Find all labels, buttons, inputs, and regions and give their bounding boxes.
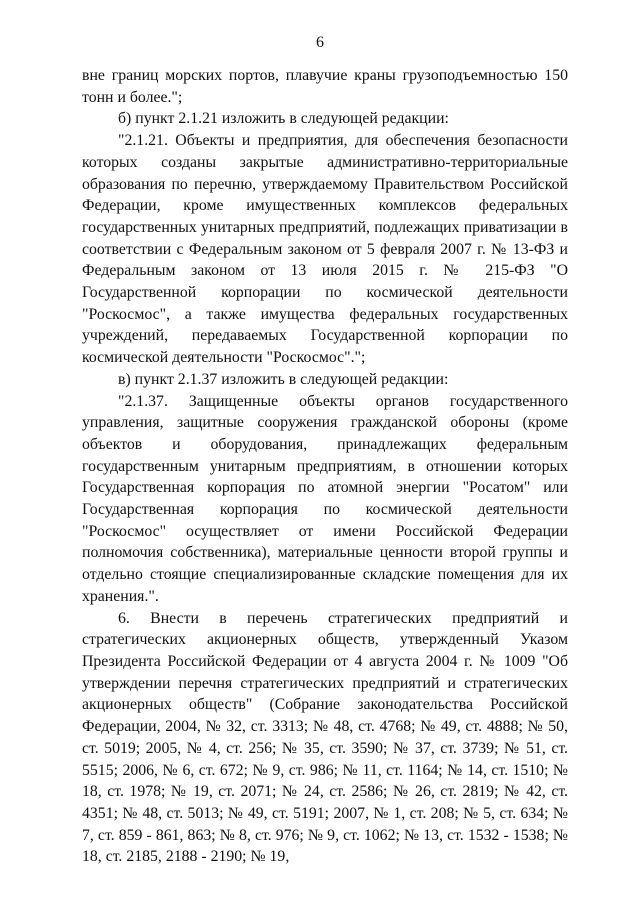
paragraph-subitem-v: в) пункт 2.1.37 изложить в следующей редакции: — [118, 370, 449, 388]
paragraph-continuation: вне границ морских портов, плавучие краны грузоподъемностью 150 тонн и более."; — [82, 67, 568, 106]
page-number: 6 — [316, 34, 324, 51]
document-body — [82, 65, 568, 868]
paragraph-subitem-b: б) пункт 2.1.21 изложить в следующей редакции: — [118, 110, 449, 128]
paragraph-item-2-1-37: "2.1.37. Защищенные объекты органов государственного управления, защитные сооружения гражданской обороны (кроме объектов и оборудования, принадлежащих федеральным государственным унитарным предприятиям, в отношении которых Государственная корпорация по атомной энергии "Росатом" или Государственная корпорация по космической деятельности "Роскосмос" осуществляет от имени Российской Федерации полномочия собственника), материальные ценности второй группы и отдельно стоящие специализированные складские помещения для их хранения.". — [82, 392, 568, 605]
paragraph-point-6: 6. Внести в перечень стратегических предприятий и стратегических акционерных обществ, утвержденный Указом Президента Российской Федерации от 4 августа 2004 г. № 1009 "Об утверждении перечня стратегических предприятий и стратегических акционерных обществ" (Собрание законодательства Российской Федерации, 2004, № 32, ст. 3313; № 48, ст. 4768; № 49, ст. 4888; № 50, ст. 5019; 2005, № 4, ст. 256; № 35, ст. 3590; № 37, ст. 3739; № 51, ст. 5515; 2006, № 6, ст. 672; № 9, ст. 986; № 11, ст. 1164; № 14, ст. 1510; № 18, ст. 1978; № 19, ст. 2071; № 24, ст. 2586; № 26, ст. 2819; № 42, ст. 4351; № 48, ст. 5013; № 49, ст. 5191; 2007, № 1, ст. 208; № 5, ст. 634; № 7, ст. 859 - 861, 863; № 8, ст. 976; № 9, ст. 1062; № 13, ст. 1532 - 1538; № 18, ст. 2185, 2188 - 2190; № 19, — [82, 609, 568, 866]
paragraph-item-2-1-21: "2.1.21. Объекты и предприятия, для обеспечения безопасности которых созданы закрытые административно-территориальные образования по перечню, утверждаемому Правительством Российской Федерации, кроме имущественных комплексов федеральных государственных унитарных предприятий, подлежащих приватизации в соответствии с Федеральным законом от 5 февраля 2007 г. № 13-ФЗ и Федеральным законом от 13 июля 2015 г. № 215-ФЗ "О Государственной корпорации по космической деятельности "Роскосмос", а также имущества федеральных государственных учреждений, передаваемых Государственной корпорации по космической деятельности "Роскосмос"."; — [82, 132, 568, 367]
